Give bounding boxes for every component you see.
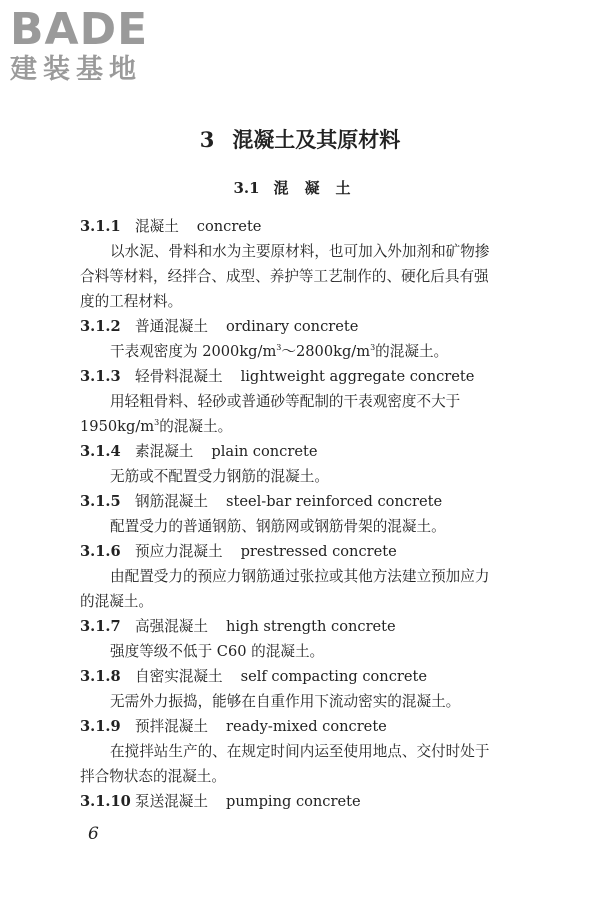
term-number: 3.1.7 — [80, 618, 121, 635]
term-entry — [80, 364, 558, 439]
term-english: high strength concrete — [225, 618, 396, 635]
term-chinese: 普通混凝土 — [135, 318, 208, 335]
term-entry — [80, 789, 558, 814]
term-definition-line: 强度等级不低于 C60 的混凝土。 — [110, 643, 325, 660]
term-number: 3.1.2 — [80, 318, 121, 335]
term-english: plain concrete — [211, 443, 318, 460]
term-english: ordinary concrete — [225, 318, 359, 335]
term-header — [80, 364, 558, 389]
term-chinese: 素混凝土 — [135, 443, 194, 460]
term-english: pumping concrete — [225, 793, 361, 810]
term-header — [80, 489, 558, 514]
term-number: 3.1.10 — [80, 793, 131, 810]
page-number: 6 — [88, 824, 99, 844]
term-number: 3.1.9 — [80, 718, 121, 735]
term-header — [80, 614, 558, 639]
term-chinese: 自密实混凝土 — [135, 668, 223, 685]
term-entry — [80, 539, 558, 614]
chapter-title: 混凝土及其原材料 — [232, 127, 401, 152]
term-number: 3.1.1 — [80, 218, 121, 235]
term-header — [80, 539, 558, 564]
logo — [10, 6, 148, 86]
chapter-heading — [0, 124, 600, 154]
term-header — [80, 664, 558, 689]
term-definition-line: 无需外力振捣，能够在自重作用下流动密实的混凝土。 — [110, 693, 461, 710]
term-list — [80, 214, 558, 814]
section-title: 混凝土 — [273, 179, 367, 197]
term-definition-line: 无筋或不配置受力钢筋的混凝土。 — [110, 468, 329, 485]
term-definition-line: 用轻粗骨料、轻砂或普通砂等配制的干表观密度不大于 — [110, 393, 461, 410]
term-english: ready-mixed concrete — [225, 718, 387, 735]
term-number: 3.1.6 — [80, 543, 121, 560]
term-chinese: 预拌混凝土 — [135, 718, 208, 735]
logo-chinese-text: 建装基地 — [10, 54, 142, 85]
term-english: concrete — [196, 218, 262, 235]
term-chinese: 高强混凝土 — [135, 618, 208, 635]
term-chinese: 钢筋混凝土 — [135, 493, 208, 510]
term-chinese: 预应力混凝土 — [135, 543, 223, 560]
term-entry — [80, 614, 558, 664]
term-english: prestressed concrete — [240, 543, 397, 560]
term-number: 3.1.5 — [80, 493, 121, 510]
logo-wordmark: BADE — [10, 4, 149, 55]
term-number: 3.1.4 — [80, 443, 121, 460]
term-definition-line: 配置受力的普通钢筋、钢筋网或钢筋骨架的混凝土。 — [110, 518, 446, 535]
term-header — [80, 714, 558, 739]
term-header — [80, 214, 558, 239]
term-definition-line: 拌合物状态的混凝土。 — [80, 768, 226, 785]
term-chinese: 混凝土 — [135, 218, 179, 235]
term-chinese: 轻骨料混凝土 — [135, 368, 223, 385]
term-entry — [80, 314, 558, 364]
term-header — [80, 314, 558, 339]
term-definition-line: 合料等材料，经拌合、成型、养护等工艺制作的、硬化后具有强 — [80, 268, 489, 285]
term-entry — [80, 664, 558, 714]
term-chinese: 泵送混凝土 — [135, 793, 208, 810]
term-entry — [80, 489, 558, 539]
term-definition-line: $1950kg/m^3$的混凝土。 — [80, 418, 233, 435]
term-entry — [80, 714, 558, 789]
term-english: steel-bar reinforced concrete — [225, 493, 443, 510]
term-definition-line: 以水泥、骨料和水为主要原材料，也可加入外加剂和矿物掺 — [110, 243, 490, 260]
term-definition-line: 干表观密度为 $2000kg/m^3\sim 2800kg/m^3$的混凝土。 — [110, 343, 449, 360]
term-entry — [80, 439, 558, 489]
term-number: 3.1.8 — [80, 668, 121, 685]
term-header — [80, 439, 558, 464]
section-number: 3.1 — [233, 179, 260, 197]
term-definition-line: 由配置受力的预应力钢筋通过张拉或其他方法建立预加应力 — [110, 568, 490, 585]
term-english: lightweight aggregate concrete — [240, 368, 475, 385]
term-header — [80, 789, 558, 814]
term-definition-line: 度的工程材料。 — [80, 293, 183, 310]
chapter-number: 3 — [199, 127, 215, 152]
term-definition-line: 的混凝土。 — [80, 593, 153, 610]
term-english: self compacting concrete — [240, 668, 427, 685]
term-entry — [80, 214, 558, 314]
section-heading — [0, 177, 600, 198]
term-definition-line: 在搅拌站生产的、在规定时间内运至使用地点、交付时处于 — [110, 743, 490, 760]
term-number: 3.1.3 — [80, 368, 121, 385]
